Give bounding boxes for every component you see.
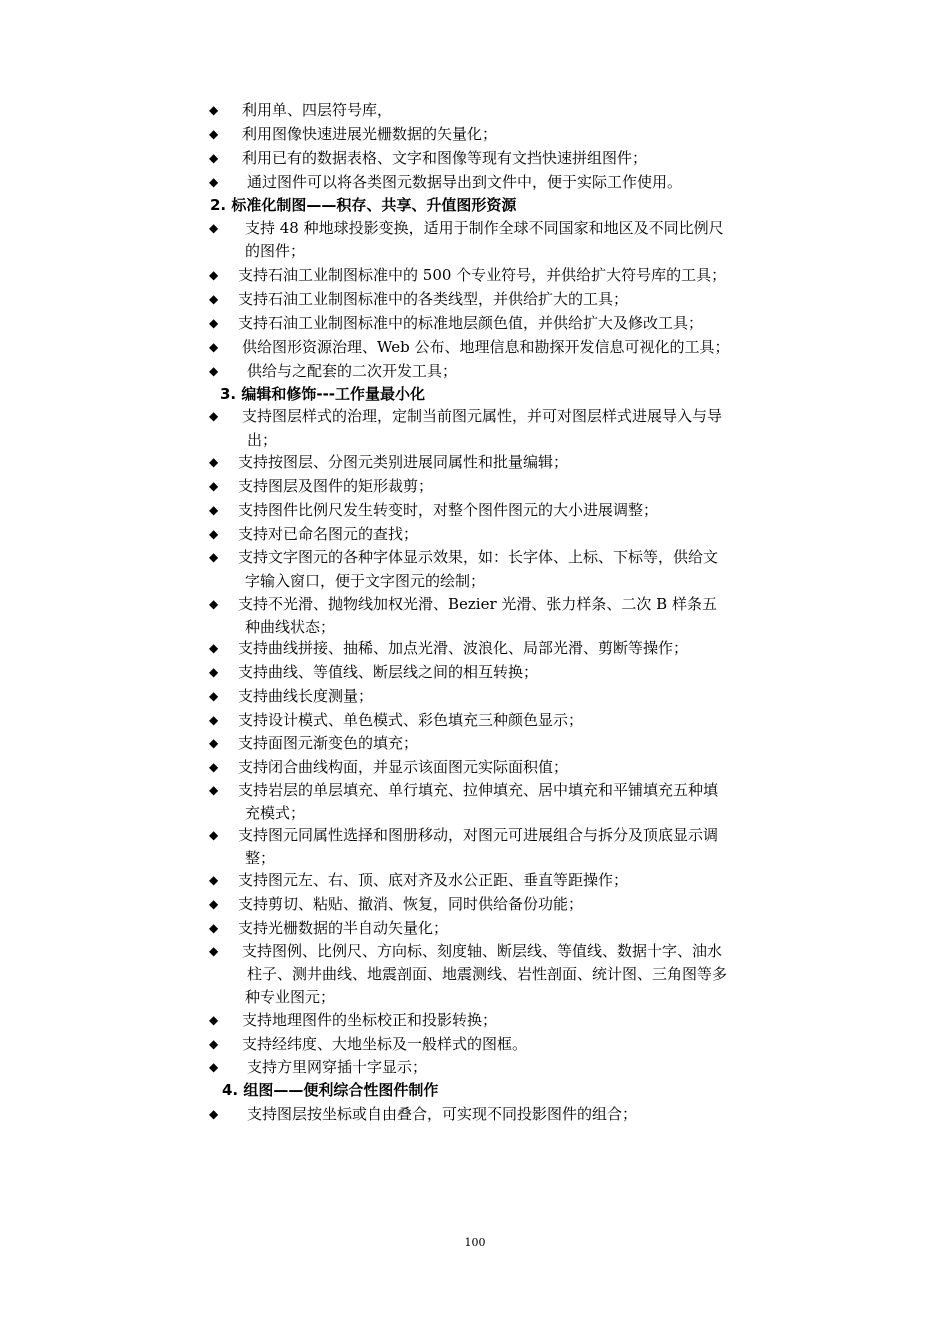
list-item-continuation: 整；	[245, 849, 276, 867]
bullet-icon: ◆	[209, 689, 219, 703]
bullet-icon: ◆	[209, 828, 219, 842]
list-item: 支持光栅数据的半自动矢量化；	[238, 919, 449, 937]
list-item: 供给图形资源治理、Web 公布、地理信息和勘探开发信息可视化的工具；	[242, 338, 730, 356]
bullet-icon: ◆	[209, 921, 219, 935]
bullet-icon: ◆	[209, 1037, 219, 1051]
list-item: 支持图例、比例尺、方向标、刻度轴、断层线、等值线、数据十字、油水	[242, 942, 723, 960]
list-item: 支持不光滑、抛物线加权光滑、Bezier 光滑、张力样条、二次 B 样条五	[238, 595, 717, 613]
bullet-icon: ◆	[209, 873, 219, 887]
bullet-icon: ◆	[209, 151, 219, 165]
list-item: 支持图层按坐标或自由叠合，可实现不同投影图件的组合；	[247, 1105, 638, 1123]
bullet-icon: ◆	[209, 736, 219, 750]
list-item: 支持石油工业制图标准中的标准地层颜色值，并供给扩大及修改工具；	[238, 314, 704, 332]
section-heading: 4. 组图——便利综合性图件制作	[222, 1081, 439, 1099]
list-item: 支持经纬度、大地坐标及一般样式的图框。	[242, 1035, 528, 1053]
list-item: 支持面图元渐变色的填充；	[238, 734, 419, 752]
list-item: 支持石油工业制图标准中的各类线型，并供给扩大的工具；	[238, 290, 629, 308]
page-number: 100	[464, 1236, 486, 1249]
list-item: 支持图层及图件的矩形裁剪；	[238, 477, 434, 495]
list-item: 支持剪切、粘贴、撤消、恢复，同时供给备份功能；	[238, 895, 584, 913]
list-item: 利用已有的数据表格、文字和图像等现有文挡快速拼组图件；	[242, 149, 648, 167]
bullet-icon: ◆	[209, 713, 219, 727]
list-item: 支持文字图元的各种字体显示效果，如：长字体、上标、下标等，供给文	[238, 548, 719, 566]
list-item: 支持曲线长度测量；	[238, 687, 374, 705]
list-item-continuation: 种曲线状态；	[245, 618, 336, 636]
list-item: 通过图件可以将各类图元数据导出到文件中，便于实际工作使用。	[247, 173, 683, 191]
list-item: 支持闭合曲线构面，并显示该面图元实际面积值；	[238, 758, 569, 776]
bullet-icon: ◆	[209, 268, 219, 282]
bullet-icon: ◆	[209, 641, 219, 655]
bullet-icon: ◆	[209, 340, 219, 354]
section-heading: 2. 标准化制图——积存、共享、升值图形资源	[210, 196, 517, 214]
list-item: 支持图件比例尺发生转变时，对整个图件图元的大小进展调整；	[238, 501, 659, 519]
bullet-icon: ◆	[209, 292, 219, 306]
bullet-icon: ◆	[209, 364, 219, 378]
bullet-icon: ◆	[209, 1060, 219, 1074]
bullet-icon: ◆	[209, 527, 219, 541]
list-item: 供给与之配套的二次开发工具；	[247, 362, 458, 380]
list-item: 支持曲线、等值线、断层线之间的相互转换；	[238, 663, 539, 681]
list-item-continuation: 出；	[247, 431, 278, 449]
list-item: 支持方里网穿插十字显示；	[247, 1058, 428, 1076]
bullet-icon: ◆	[209, 221, 219, 235]
list-item: 支持地理图件的坐标校正和投影转换；	[242, 1011, 498, 1029]
bullet-icon: ◆	[209, 103, 219, 117]
list-item-continuation: 的图件；	[245, 242, 306, 260]
list-item: 支持按图层、分图元类别进展同属性和批量编辑；	[238, 453, 569, 471]
bullet-icon: ◆	[209, 597, 219, 611]
bullet-icon: ◆	[209, 550, 219, 564]
bullet-icon: ◆	[209, 503, 219, 517]
bullet-icon: ◆	[209, 897, 219, 911]
bullet-icon: ◆	[209, 409, 219, 423]
bullet-icon: ◆	[209, 175, 219, 189]
bullet-icon: ◆	[209, 479, 219, 493]
list-item: 支持岩层的单层填充、单行填充、拉伸填充、居中填充和平铺填充五种填	[238, 781, 719, 799]
bullet-icon: ◆	[209, 1107, 219, 1121]
list-item-continuation: 充模式；	[245, 804, 306, 822]
list-item: 支持设计模式、单色模式、彩色填充三种颜色显示；	[238, 711, 584, 729]
bullet-icon: ◆	[209, 455, 219, 469]
list-item: 支持 48 种地球投影变换，适用于制作全球不同国家和地区及不同比例尺	[245, 219, 724, 237]
bullet-icon: ◆	[209, 665, 219, 679]
list-item: 利用单、四层符号库，	[242, 101, 393, 119]
bullet-icon: ◆	[209, 127, 219, 141]
list-item-continuation: 种专业图元；	[245, 988, 336, 1006]
list-item: 支持石油工业制图标准中的 500 个专业符号，并供给扩大符号库的工具；	[238, 266, 727, 284]
bullet-icon: ◆	[209, 944, 219, 958]
list-item-continuation: 柱子、测井曲线、地震剖面、地震测线、岩性剖面、统计图、三角图等多	[247, 965, 728, 983]
bullet-icon: ◆	[209, 316, 219, 330]
bullet-icon: ◆	[209, 760, 219, 774]
bullet-icon: ◆	[209, 783, 219, 797]
section-heading: 3. 编辑和修饰---工作量最小化	[220, 385, 426, 403]
list-item: 支持图元同属性选择和图册移动，对图元可进展组合与拆分及顶底显示调	[238, 826, 719, 844]
list-item-continuation: 字输入窗口，便于文字图元的绘制；	[245, 572, 486, 590]
list-item: 支持图元左、右、顶、底对齐及水公正距、垂直等距操作；	[238, 871, 629, 889]
list-item: 利用图像快速进展光栅数据的矢量化；	[242, 125, 498, 143]
list-item: 支持曲线拼接、抽稀、加点光滑、波浪化、局部光滑、剪断等操作；	[238, 639, 689, 657]
list-item: 支持对已命名图元的查找；	[238, 525, 419, 543]
bullet-icon: ◆	[209, 1013, 219, 1027]
list-item: 支持图层样式的治理，定制当前图元属性，并可对图层样式进展导入与导	[242, 407, 723, 425]
